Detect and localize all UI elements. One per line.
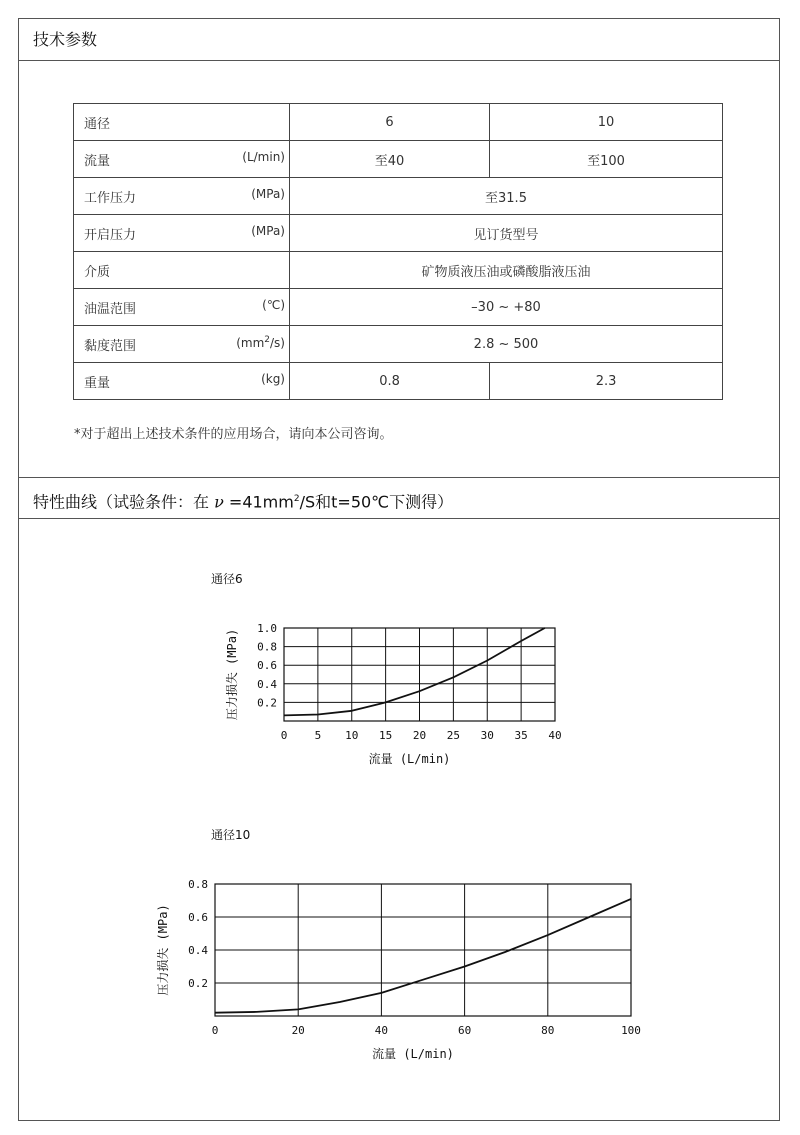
chart2-x-tick-label: 20 [291,1024,305,1037]
param-name: 黏度范围 [84,338,137,354]
chart1-x-tick-label: 35 [514,729,528,742]
title-part: /S和t=50℃下测得） [299,492,454,512]
chart1-x-axis-label: 流量 (L/min) [368,752,451,766]
chart1-title: 通径6 [211,572,243,586]
title-part: 特性曲线（试验条件：在 [33,492,215,512]
chart1-x-tick-label: 5 [314,729,322,742]
chart2-x-tick-label: 60 [457,1024,472,1037]
value-cell: 至100 [490,141,723,178]
chart2-y-tick-label: 0.4 [188,944,208,957]
param-unit: (L/min) [242,149,285,164]
param-name: 油温范围 [84,301,137,317]
value-cell: 0.8 [290,363,490,400]
value-cell: 至31.5 [290,178,723,215]
param-name: 工作压力 [84,190,137,206]
chart2-x-tick-label: 80 [541,1024,555,1037]
value-cell: 6 [290,104,490,141]
footnote: *对于超出上述技术条件的应用场合，请向本公司咨询。 [74,427,393,442]
chart1-x-tick-label: 40 [548,729,562,742]
chart1-x-tick-label: 20 [412,729,427,742]
chart2-x-axis-label: 流量 (L/min) [372,1047,454,1061]
value-cell: 2.3 [490,363,723,400]
param-unit: (MPa) [251,223,285,238]
chart2-x-tick-label: 40 [374,1024,389,1037]
param-name: 流量 [84,153,111,169]
param-name: 介质 [84,264,111,280]
chart1-y-tick-label: 0.4 [257,677,277,691]
title-superscript: 2 [293,494,300,504]
chart1-x-tick-label: 10 [345,729,359,742]
value-cell: 至40 [290,141,490,178]
param-name: 通径 [84,116,111,132]
param-name: 开启压力 [84,227,137,243]
chart1-y-tick-label: 1.0 [257,622,277,635]
chart1-y-tick-label: 0.8 [257,640,277,654]
chart1-y-axis-label: 压力损失 (MPa) [225,628,239,721]
chart1-x-tick-label: 25 [446,729,460,742]
chart2-y-axis-label: 压力损失 (MPa) [156,904,170,996]
chart1-x-tick-label: 30 [480,729,494,742]
chart1-y-tick-label: 0.6 [257,659,277,673]
unit-part: (mm [236,335,265,350]
chart1-x-tick-label: 15 [379,729,393,742]
chart1-x-tick-label: 0 [280,729,288,742]
chart2-y-tick-label: 0.2 [188,977,208,990]
param-unit: (℃) [262,297,285,312]
value-cell: 10 [490,104,723,141]
chart2-series-line-0 [215,899,631,1013]
unit-part: /s) [270,335,285,350]
title-part: =41mm [223,492,294,512]
chart2-x-tick-label: 100 [621,1024,641,1037]
value-cell: –30 ~ +80 [290,289,723,326]
param-unit: (MPa) [251,186,285,201]
section-technical-parameters-title: 技术参数 [19,19,779,61]
value-cell: 2.8 ~ 500 [290,326,723,363]
value-cell: 矿物质液压油或磷酸脂液压油 [290,252,723,289]
nu-symbol: ν [214,492,224,512]
param-unit: (kg) [261,371,285,386]
chart2-y-tick-label: 0.8 [188,878,208,891]
chart2-title: 通径10 [211,828,251,842]
chart1-y-tick-label: 0.2 [257,696,277,710]
unit-superscript: 2 [264,334,271,345]
param-name: 重量 [84,375,111,391]
spec-sheet-frame [18,18,780,1121]
chart2-svg [19,19,781,1122]
chart2-y-tick-label: 0.6 [188,911,208,924]
chart2-x-tick-label: 0 [211,1024,219,1037]
value-cell: 见订货型号 [290,215,723,252]
